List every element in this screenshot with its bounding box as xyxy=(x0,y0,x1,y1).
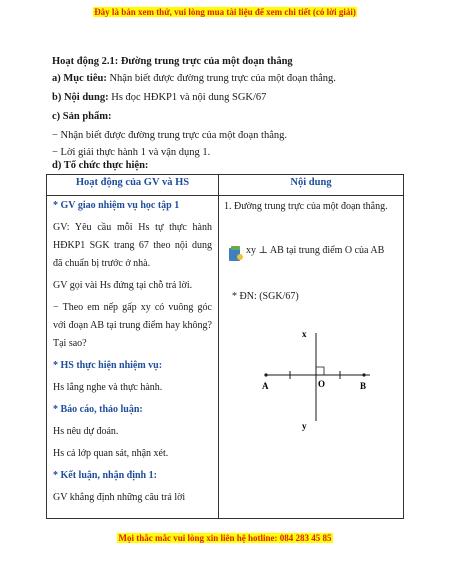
hotline-footer: Mọi thắc mắc vui lòng xin liên hệ hotline: 084 283 45 85 xyxy=(118,533,332,543)
formula-object-icon xyxy=(228,243,244,263)
header-content: Nội dung xyxy=(219,175,404,196)
product-item: − Lời giải thực hành 1 và vận dụng 1. xyxy=(52,147,211,158)
call-students-paragraph: GV gọi vài Hs đứng tại chỗ trả lời. xyxy=(53,280,193,291)
table-body-row xyxy=(47,196,404,519)
header-teacher-student: Hoạt động của GV và HS xyxy=(47,175,219,196)
objective-text: Nhận biết được đường trung trực của một đoạn thẳng. xyxy=(106,73,336,84)
do-task-text: Hs lắng nghe và thực hành. xyxy=(53,382,163,393)
label-x: x xyxy=(302,329,307,339)
left-cell xyxy=(47,196,219,519)
do-task-title: * HS thực hiện nhiệm vụ: xyxy=(53,360,163,371)
content-text: Hs đọc HĐKP1 và nội dung SGK/67 xyxy=(108,92,267,103)
product-item: − Nhận biết được đường trung trực của một đoạn thẳng. xyxy=(52,130,288,141)
objective-line xyxy=(52,73,336,84)
label-o: O xyxy=(318,379,326,389)
activity-table xyxy=(46,174,404,519)
preview-banner: Đây là bản xem thử, vui lòng mua tài liệu để xem chi tiết (có lời giải) xyxy=(94,7,356,17)
product-label: c) Sản phẩm: xyxy=(52,111,112,122)
point-a xyxy=(264,373,267,376)
label-y: y xyxy=(302,421,307,431)
task-title: * GV giao nhiệm vụ học tập 1 xyxy=(53,200,180,211)
section-title: 1. Đường trung trực của một đoạn thẳng. xyxy=(224,201,388,212)
report-text: Hs cả lớp quan sát, nhận xét. xyxy=(53,448,169,459)
report-title: * Báo cáo, thảo luận: xyxy=(53,404,143,415)
point-b xyxy=(362,373,365,376)
right-cell xyxy=(219,196,404,519)
question-paragraph: − Theo em nếp gấp xy có vuông góc với đoạn AB tại trung điểm hay không? Tại sao? xyxy=(53,302,212,349)
conclusion-text: GV khẳng định những câu trả lời xyxy=(53,492,186,503)
task-paragraph: GV: Yêu cầu mỗi Hs tự thực hành HĐKP1 SGK trang 67 theo nội dung đã chuẩn bị trước ở nhà. xyxy=(53,222,212,269)
definition-reference: * ĐN: (SGK/67) xyxy=(232,291,299,302)
organization-label: d) Tổ chức thực hiện: xyxy=(52,160,149,171)
activity-heading: Hoạt động 2.1: Đường trung trực của một đoạn thẳng xyxy=(52,56,293,67)
table-header-row xyxy=(47,175,404,196)
label-a: A xyxy=(262,381,269,391)
label-b: B xyxy=(360,381,367,391)
perpendicular-bisector-figure xyxy=(260,325,380,435)
report-text: Hs nêu dự đoán. xyxy=(53,426,119,437)
perpendicular-text: xy ⊥ AB tại trung điểm O của AB xyxy=(246,245,385,256)
objective-label: a) Mục tiêu: xyxy=(52,73,107,84)
right-angle-mark xyxy=(316,367,324,375)
conclusion-title: * Kết luận, nhận định 1: xyxy=(53,470,157,481)
content-label: b) Nội dung: xyxy=(52,92,109,103)
content-line xyxy=(52,92,266,103)
